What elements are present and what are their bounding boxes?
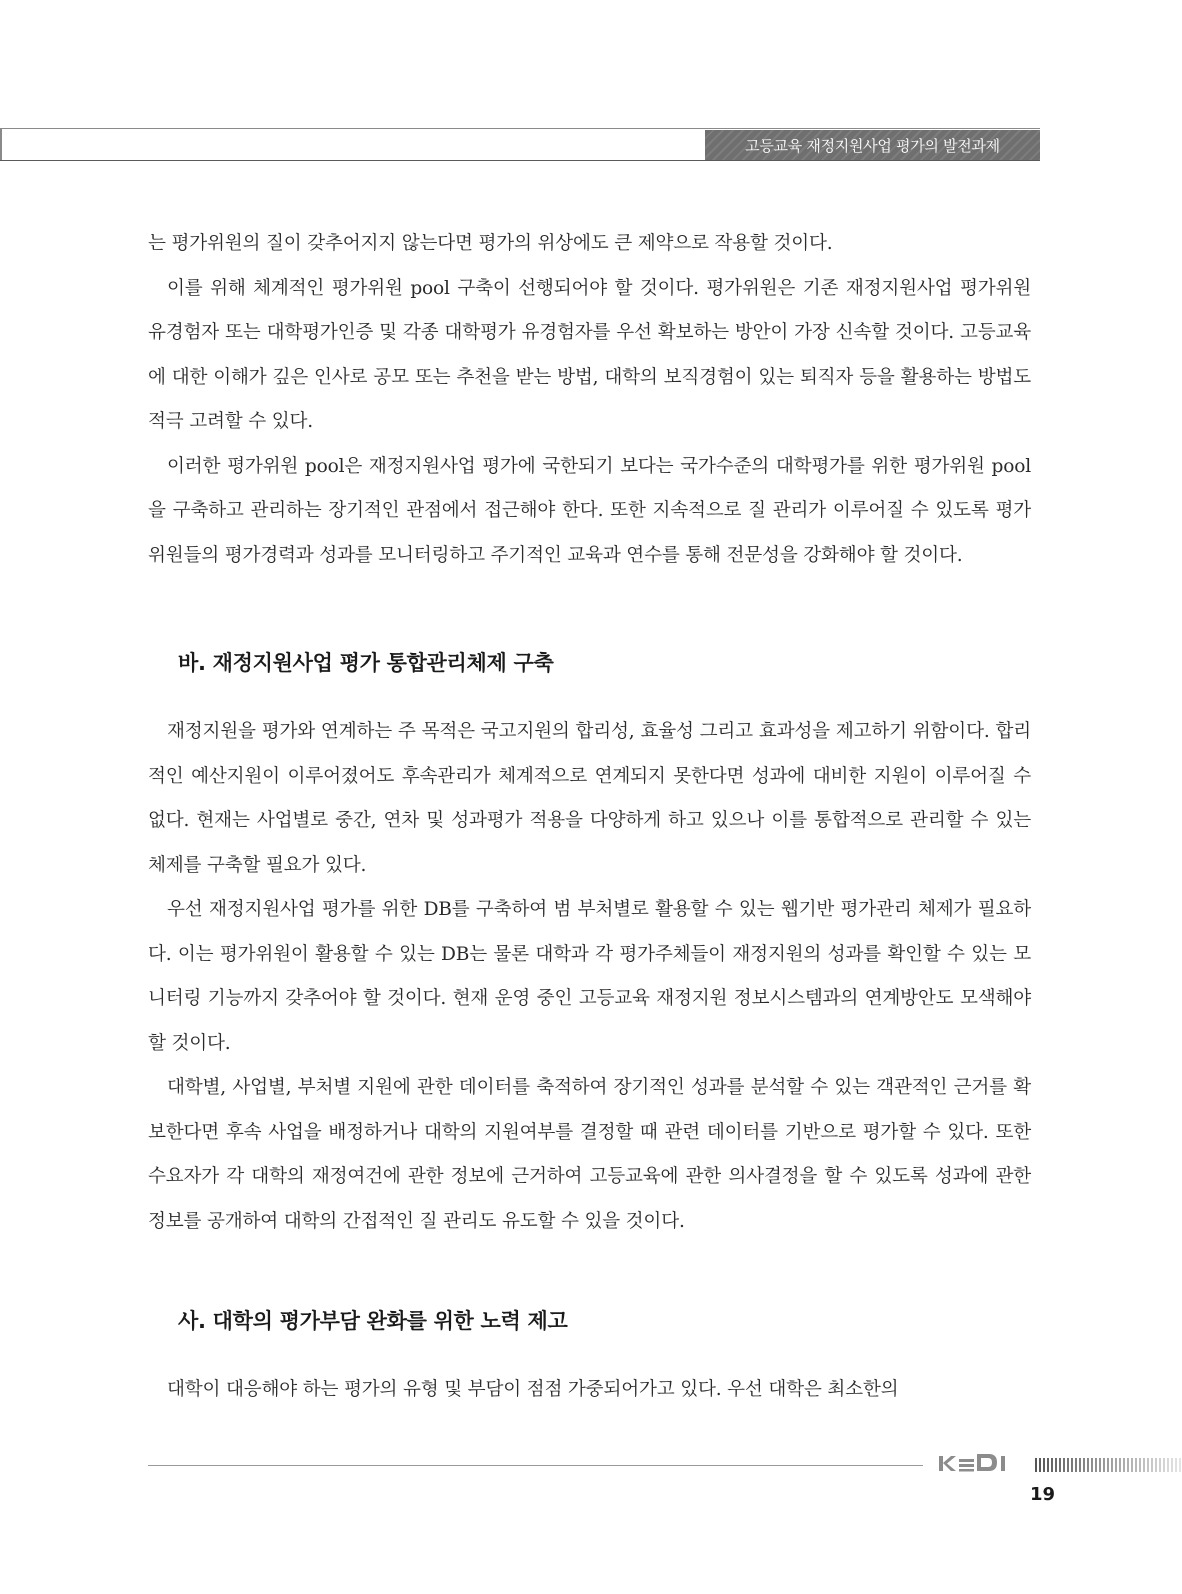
paragraph: 는 평가위원의 질이 갖추어지지 않는다면 평가의 위상에도 큰 제약으로 작용할 것이다.: [148, 233, 833, 254]
header-rule: [0, 128, 1040, 129]
body-text-lower: [148, 1368, 1031, 1413]
running-header-title: 고등교육 재정지원사업 평가의 발전과제: [745, 136, 1000, 155]
section-heading: 사. 대학의 평가부담 완화를 위한 노력 제고: [178, 1309, 568, 1333]
kedi-logo: [937, 1450, 1017, 1476]
paragraph: 이러한 평가위원 pool은 재정지원사업 평가에 국한되기 보다는 국가수준의 대학평가를 위한 평가위원 pool을 구축하고 관리하는 장기적인 관점에서 접근해야 한다. 또한 지속적으로 질 관리가 이루어질 수 있도록 평가위원들의 평가경력과 성과를 모니터링하고 주기적인 교육과 연수를 통해 전문성을 강화해야 할 것이다.: [148, 455, 1031, 566]
running-header: [705, 130, 1040, 160]
section-heading: 바. 재정지원사업 평가 통합관리체제 구축: [178, 651, 554, 675]
header-bottom-rule: [0, 160, 1040, 161]
body-text-upper: [148, 222, 1031, 578]
paragraph: 대학별, 사업별, 부처별 지원에 관한 데이터를 축적하여 장기적인 성과를 분석할 수 있는 객관적인 근거를 확보한다면 후속 사업을 배정하거나 대학의 지원여부를 결정할 때 관련 데이터를 기반으로 평가할 수 있다. 또한 수요자가 각 대학의 재정여건에 관한 정보에 근거하여 고등교육에 관한 의사결정을 할 수 있도록 성과에 관한 정보를 공개하여 대학의 간접적인 질 관리도 유도할 수 있을 것이다.: [148, 1077, 1031, 1232]
body-text-middle: [148, 710, 1031, 1244]
header-rule-left: [0, 128, 2, 160]
page-number: 19: [1030, 1484, 1056, 1505]
paragraph: 대학이 대응해야 하는 평가의 유형 및 부담이 점점 가중되어가고 있다. 우선 대학은 최소한의: [167, 1379, 899, 1400]
footer-rule: [148, 1465, 923, 1466]
footer-gradient-bar: [1035, 1458, 1182, 1472]
paragraph: 재정지원을 평가와 연계하는 주 목적은 국고지원의 합리성, 효율성 그리고 효과성을 제고하기 위함이다. 합리적인 예산지원이 이루어졌어도 후속관리가 체계적으로 연계되지 못한다면 성과에 대비한 지원이 이루어질 수 없다. 현재는 사업별로 중간, 연차 및 성과평가 적용을 다양하게 하고 있으나 이를 통합적으로 관리할 수 있는 체제를 구축할 필요가 있다.: [148, 721, 1031, 876]
paragraph: 이를 위해 체계적인 평가위원 pool 구축이 선행되어야 할 것이다. 평가위원은 기존 재정지원사업 평가위원 유경험자 또는 대학평가인증 및 각종 대학평가 유경험자를 우선 확보하는 방안이 가장 신속할 것이다. 고등교육에 대한 이해가 깊은 인사로 공모 또는 추천을 받는 방법, 대학의 보직경험이 있는 퇴직자 등을 활용하는 방법도 적극 고려할 수 있다.: [148, 277, 1031, 432]
paragraph: 우선 재정지원사업 평가를 위한 DB를 구축하여 범 부처별로 활용할 수 있는 웹기반 평가관리 체제가 필요하다. 이는 평가위원이 활용할 수 있는 DB는 물론 대학과 각 평가주체들이 재정지원의 성과를 확인할 수 있는 모니터링 기능까지 갖추어야 할 것이다. 현재 운영 중인 고등교육 재정지원 정보시스템과의 연계방안도 모색해야 할 것이다.: [148, 899, 1031, 1054]
